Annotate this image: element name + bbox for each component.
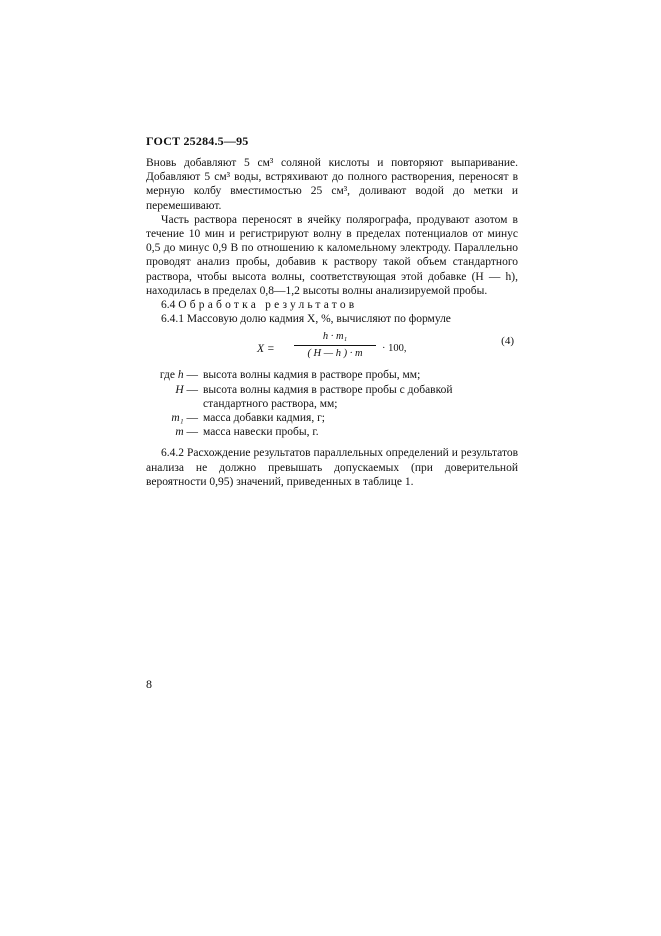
definition-text: высота волны кадмия в растворе пробы с добавкой стандартного раствора, мм; <box>203 383 453 410</box>
definition-item <box>146 425 518 439</box>
definition-dash: — <box>183 383 198 396</box>
formula-tail: · 100, <box>382 343 407 355</box>
paragraph-formula-intro: 6.4.1 Массовую долю кадмия X, %, вычисляют по формуле <box>161 313 451 326</box>
document-body <box>146 156 518 489</box>
definition-dash: — <box>183 426 198 439</box>
definition-item <box>146 368 518 382</box>
section-heading <box>146 298 518 312</box>
section-number: 6.4 <box>161 299 176 312</box>
definition-prefix: где <box>159 369 178 382</box>
formula-numerator: h · m₁ <box>294 330 376 346</box>
definition-symbol <box>146 425 203 439</box>
definition-text: масса добавки кадмия, г; <box>203 412 325 425</box>
definition-symbol <box>146 383 203 411</box>
formula-number: (4) <box>501 335 514 348</box>
definitions-list <box>146 368 518 439</box>
definition-text: высота волны кадмия в растворе пробы, мм; <box>203 369 421 382</box>
symbol-H: H <box>175 383 184 396</box>
document-header: ГОСТ 25284.5—95 <box>146 134 249 148</box>
paragraph-evaporation: Вновь добавляют 5 см³ соляной кислоты и повторяют выпаривание. Добавляют 5 см³ воды, встряхивают до полного растворения, переносят в мерную колбу вместимостью 25 см³, доливают водой до метки и перемешивают. <box>146 157 518 212</box>
definition-dash: — <box>183 412 198 425</box>
formula-denominator: ( H — h ) · m <box>307 348 363 360</box>
definition-symbol <box>146 411 203 425</box>
symbol-h: h <box>177 369 184 382</box>
definition-symbol <box>146 368 203 382</box>
paragraph-discrepancy: 6.4.2 Расхождение результатов параллельных определений и результатов анализа не должно превышать допускаемых (при доверительной вероятности 0,95) значений, приведенных в таблице 1. <box>146 447 518 488</box>
definition-dash: — <box>183 369 198 382</box>
formula-lhs: X = <box>257 343 275 356</box>
paragraph-polarograph: Часть раствора переносят в ячейку полярографа, продувают азотом в течение 10 мин и регистрируют волну в пределах потенциалов от минус 0,5 до минус 0,9 В по отношению к каломельному электроду. Параллельно проводят анализ пробы, добавив к раствору такой объем стандартного раствора, чтобы высота волны, соответствующая этой добавке (H — h), находилась в пределах 0,8—1,2 высоты волны анализируемой пробы. <box>146 213 518 297</box>
formula-fraction <box>294 330 376 361</box>
formula-4 <box>146 330 518 366</box>
definition-item <box>146 383 518 411</box>
definition-text: масса навески пробы, г. <box>203 426 319 439</box>
symbol-m: m <box>175 426 184 439</box>
section-title: Обработка результатов <box>178 299 358 312</box>
page-number: 8 <box>146 677 152 691</box>
symbol-m1: m₁ <box>171 412 184 425</box>
definition-item <box>146 411 518 425</box>
